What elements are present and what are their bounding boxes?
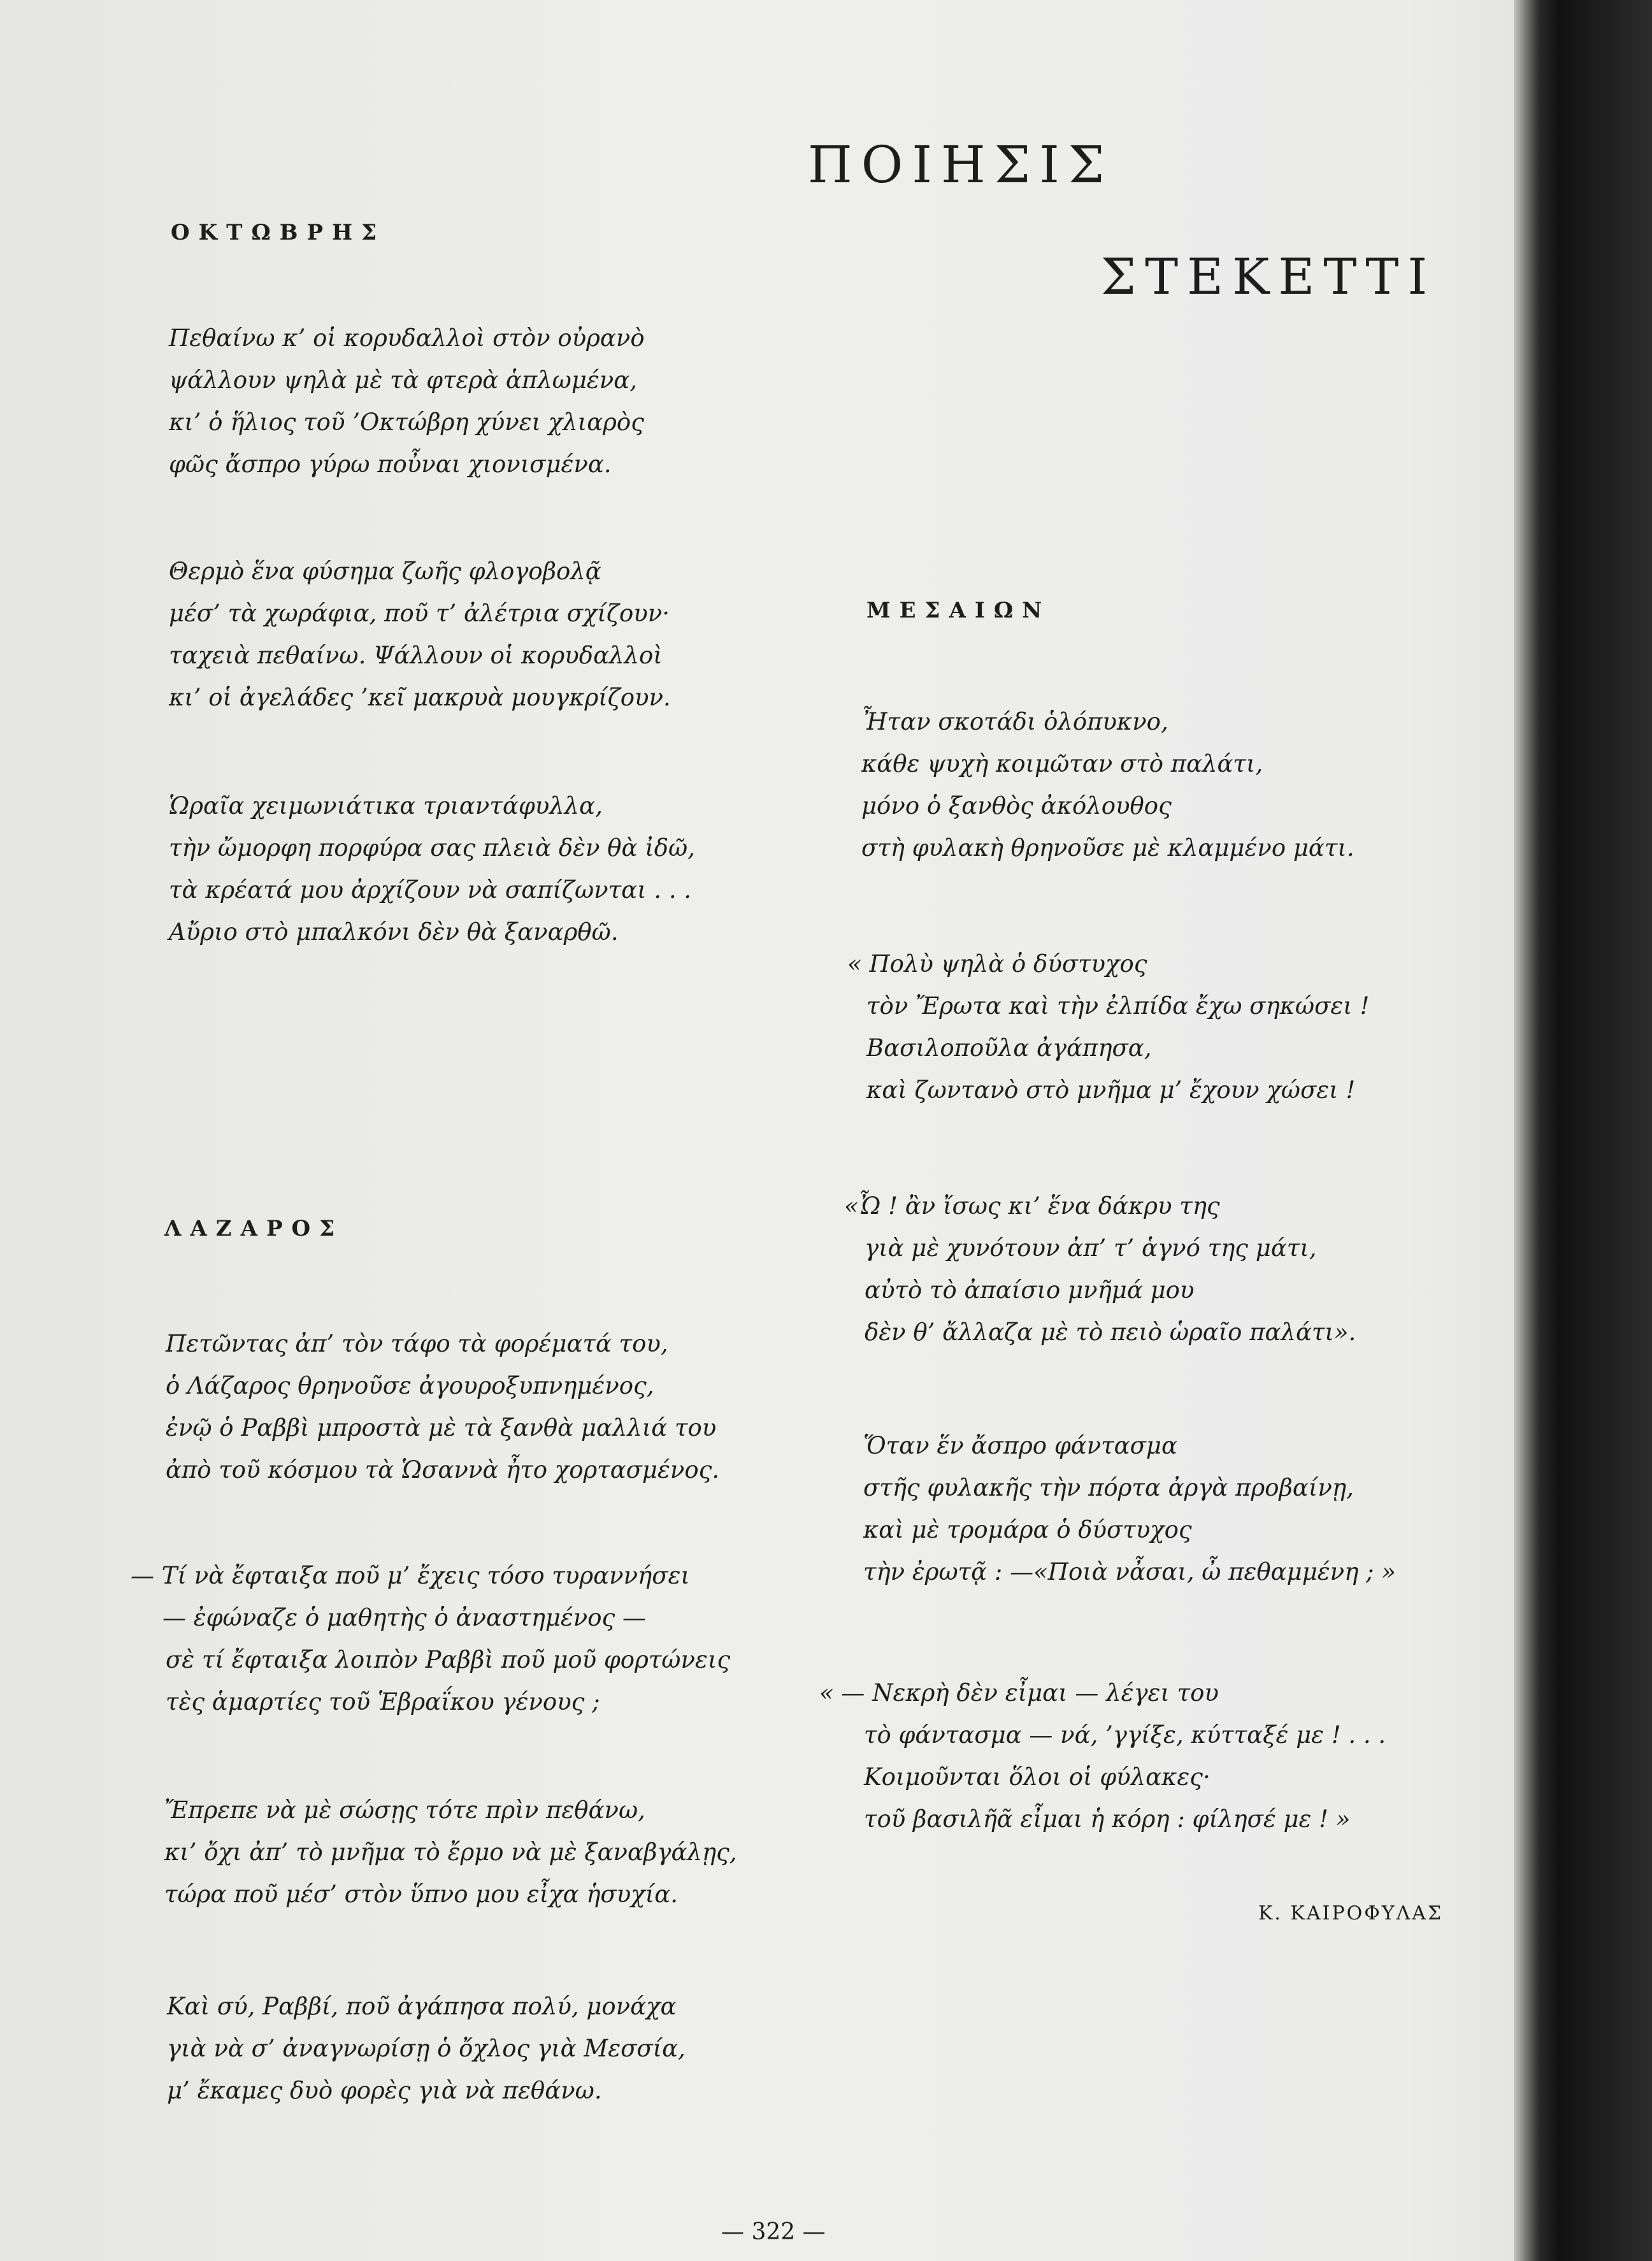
translator-signature: Κ. ΚΑΙΡΟΦΥΛΑΣ [1258,1902,1444,1925]
poem-stanza [861,701,1354,869]
poem-stanza [847,943,1369,1111]
poem-line: Ὅταν ἕν ἄσπρο φάντασμα [863,1432,1177,1459]
poem-line: αὐτὸ τὸ ἀπαίσιο μνῆμά μου [865,1276,1195,1304]
poem-title-october: ΟΚΤΩΒΡΗΣ [171,220,386,245]
poem-line: στῆς φυλακῆς τὴν πόρτα ἀργὰ προβαίνῃ, [863,1474,1354,1501]
poem-line: Ὡραῖα χειμωνιάτικα τριαντάφυλλα, [169,792,603,820]
poem-line: Αὔριο στὸ μπαλκόνι δὲν θὰ ξαναρθῶ. [169,918,619,946]
poem-line: καὶ μὲ τρομάρα ὁ δύστυχος [863,1516,1192,1543]
poem-line: τὲς ἁμαρτίες τοῦ Ἑβραΐκου γένους ; [166,1688,600,1716]
poem-line: τὸν Ἔρωτα καὶ τὴν ἐλπίδα ἔχω σηκώσει ! [866,992,1370,1020]
poem-line: τὸ φάντασμα — νά, ’γγίξε, κύτταξέ με ! . . . [864,1721,1386,1749]
poem-line: τὴν ἐρωτᾷ : —«Ποιὰ νἆσαι, ὦ πεθαμμένη ; » [863,1558,1396,1586]
poem-stanza [169,317,645,486]
poem-line: — ἐφώναζε ὁ μαθητὴς ὁ ἀναστημένος — [162,1604,647,1631]
poem-line: καὶ ζωντανὸ στὸ μνῆμα μ’ ἔχουν χώσει ! [866,1076,1356,1104]
poem-line: Βασιλοποῦλα ἀγάπησα, [866,1034,1152,1062]
poem-stanza [844,1185,1356,1354]
poem-line: Θερμὸ ἕνα φύσημα ζωῆς φλογοβολᾷ [169,558,601,585]
poem-line: σὲ τί ἔφταιξα λοιπὸν Ραββὶ ποῦ μοῦ φορτώνεις [166,1646,731,1673]
section-title: ΠΟΙΗΣΙΣ [808,135,1114,194]
poem-line: γιὰ νὰ σ’ ἀναγνωρίσῃ ὁ ὄχλος γιὰ Μεσσία, [167,2035,686,2062]
poem-line: ἐνῷ ὁ Ραββὶ μπροστὰ μὲ τὰ ξανθὰ μαλλιά του [166,1414,717,1441]
poem-line: μόνο ὁ ξανθὸς ἀκόλουθος [861,792,1172,820]
poem-title-lazarus: ΛΑΖΑΡΟΣ [164,1216,344,1241]
poem-line: «Ὦ ! ἂν ἴσως κι’ ἕνα δάκρυ της [844,1192,1220,1220]
poem-line: « Πολὺ ψηλὰ ὁ δύστυχος [847,950,1147,978]
poem-line: Πετῶντας ἀπ’ τὸν τάφο τὰ φορέματά του, [166,1330,668,1357]
poem-line: Καὶ σύ, Ραββί, ποῦ ἀγάπησα πολύ, μονάχα [167,1993,677,2020]
poem-line: κι’ ὁ ἥλιος τοῦ ’Οκτώβρη χύνει χλιαρὸς [169,408,644,436]
poem-line: γιὰ μὲ χυνότουν ἀπ’ τ’ ἁγνό της μάτι, [865,1234,1317,1262]
poem-stanza [166,1323,719,1491]
poem-line: ψάλλουν ψηλὰ μὲ τὰ φτερὰ ἁπλωμένα, [169,366,637,394]
poem-line: ὁ Λάζαρος θρηνοῦσε ἀγουροξυπνημένος, [166,1372,654,1399]
poem-line: τοῦ βασιλῆᾶ εἶμαι ἡ κόρη : φίλησέ με ! » [864,1805,1351,1833]
poem-line: φῶς ἄσπρο γύρω ποὖναι χιονισμένα. [169,451,612,478]
poem-line: δὲν θ’ ἄλλαζα μὲ τὸ πειὸ ὡραῖο παλάτι». [865,1318,1356,1346]
poem-line: Κοιμοῦνται ὅλοι οἱ φύλακες· [864,1763,1210,1791]
poem-line: Ἦταν σκοτάδι ὁλόπυκνο, [861,708,1168,735]
poem-line: ταχειὰ πεθαίνω. Ψάλλουν οἱ κορυδαλλοὶ [169,642,663,669]
poem-line: κι’ ὄχι ἀπ’ τὸ μνῆμα τὸ ἔρμο νὰ μὲ ξαναβγάλῃς, [164,1838,737,1866]
poem-stanza [169,551,671,719]
poet-name: ΣΤΕΚΕΤΤΙ [1101,249,1437,306]
poem-line: ἀπὸ τοῦ κόσμου τὰ Ὡσαννὰ ἦτο χορτασμένος. [166,1456,720,1484]
poem-line: στὴ φυλακὴ θρηνοῦσε μὲ κλαμμένο μάτι. [861,834,1354,862]
poem-line: μ’ ἔκαμες δυὸ φορὲς γιὰ νὰ πεθάνω. [167,2077,602,2104]
poem-line: κάθε ψυχὴ κοιμῶταν στὸ παλάτι, [861,750,1263,777]
poem-stanza [169,785,695,953]
book-binding-shadow [1514,0,1652,2261]
poem-line: μέσ’ τὰ χωράφια, ποῦ τ’ ἀλέτρια σχίζουν· [169,600,670,627]
poem-line: Πεθαίνω κ’ οἱ κορυδαλλοὶ στὸν οὐρανὸ [169,324,645,352]
poem-stanza [863,1425,1396,1593]
page-number: — 322 — [721,2219,826,2245]
poem-line: Ἔπρεπε νὰ μὲ σώσῃς τότε πρὶν πεθάνω, [164,1796,645,1824]
poem-line: κι’ οἱ ἀγελάδες ’κεῖ μακρυὰ μουγκρίζουν. [169,684,671,711]
poem-line: τὴν ὤμορφη πορφύρα σας πλειὰ δὲν θὰ ἰδῶ, [169,834,695,862]
poem-line: τὰ κρέατά μου ἀρχίζουν νὰ σαπίζωνται . . . [169,876,692,904]
poem-line: τώρα ποῦ μέσ’ στὸν ὕπνο μου εἶχα ἡσυχία. [164,1881,678,1908]
poem-stanza [167,1986,686,2112]
poem-stanza [164,1789,737,1916]
poem-title-middle-ages: ΜΕΣΑΙΩΝ [866,598,1051,623]
poem-stanza [819,1672,1386,1840]
poem-line: « — Νεκρὴ δὲν εἶμαι — λέγει του [819,1679,1219,1707]
poem-line: — Τί νὰ ἔφταιξα ποῦ μ’ ἔχεις τόσο τυραννήσει [131,1562,690,1589]
poem-stanza [131,1555,730,1723]
